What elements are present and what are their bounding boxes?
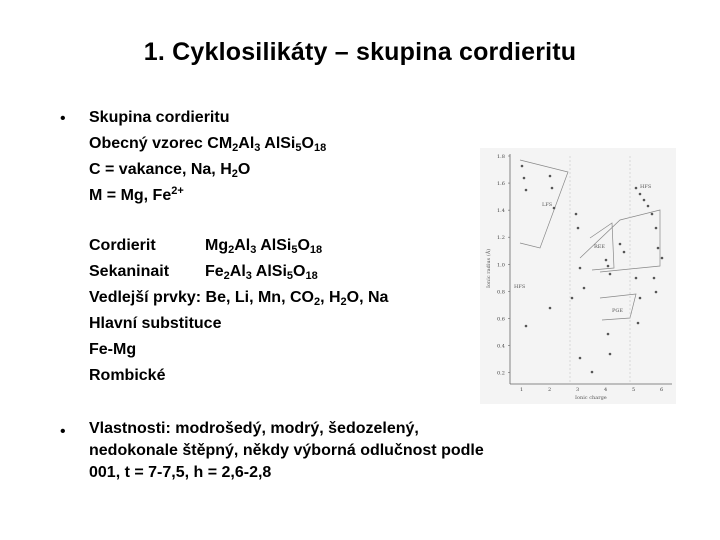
y-tick-label: 0.2 [497, 370, 505, 377]
x-tick-label: 5 [632, 387, 636, 393]
element-dot [619, 243, 622, 246]
mineral-cordierite: Cordierit $Mg_2Al_3$ $AlSi_5O_{18}$ [89, 237, 323, 256]
mineral-sekaninaite: Sekaninait $Fe_2Al_3$ $AlSi_5O_{18}$ [89, 263, 318, 282]
region-label-hfs-top: HFS [640, 184, 652, 190]
substitution-label: Hlavní substituce [89, 315, 222, 332]
x-tick-label: 4 [604, 387, 608, 393]
element-dot [643, 199, 646, 202]
element-dot [623, 251, 626, 254]
element-dot [655, 227, 658, 230]
element-dot [523, 177, 526, 180]
y-tick-label: 1.2 [497, 235, 505, 242]
element-dot [655, 291, 658, 294]
y-tick-label: 1.6 [497, 181, 505, 188]
element-dot [609, 273, 612, 276]
bullet-2: • [60, 423, 66, 440]
c-definition: C = vakance, Na, $H_2O$ [89, 161, 251, 180]
y-tick-label: 1.4 [497, 208, 505, 215]
element-dot [551, 187, 554, 190]
element-dot [639, 193, 642, 196]
element-dot [651, 213, 654, 216]
bullet-1: • [60, 110, 66, 127]
minerals-section [89, 233, 388, 389]
y-tick-label: 0.4 [497, 343, 505, 350]
trace-elements: Vedlejší prvky: Be, Li, Mn, $CO_2$, $H_2O$, Na [89, 289, 389, 308]
x-tick-label: 6 [660, 387, 664, 393]
element-dot [549, 307, 552, 310]
y-axis-label: Ionic radius (Å) [486, 248, 492, 288]
region-label-lfs: LFS [542, 202, 553, 208]
element-dot [521, 165, 524, 168]
element-dot [661, 257, 664, 260]
element-dot [579, 357, 582, 360]
element-dot [647, 205, 650, 208]
element-dot [525, 189, 528, 192]
element-dot [607, 333, 610, 336]
element-dot [635, 187, 638, 190]
region-label-ree: REE [594, 244, 606, 250]
element-dot [575, 213, 578, 216]
slide-title: 1. Cyklosilikáty – skupina cordieritu [143, 38, 577, 66]
x-tick-label: 2 [548, 387, 552, 393]
element-dot [637, 322, 640, 325]
y-tick-label: 1.8 [497, 154, 505, 160]
crystal-system: Rombické [89, 367, 166, 384]
element-dot [639, 297, 642, 300]
x-tick-label: 1 [520, 387, 524, 393]
general-formula: Obecný vzorec $CM_2Al_3$ $AlSi_5O_{18}$ [89, 135, 327, 154]
element-dot [607, 265, 610, 268]
substitution-value: Fe-Mg [89, 341, 137, 358]
element-dot [653, 277, 656, 280]
element-dot [591, 371, 594, 374]
x-axis-label: Ionic charge [575, 395, 607, 401]
element-dot [657, 247, 660, 250]
figure-svg [480, 148, 676, 404]
group-name: Skupina cordieritu [89, 109, 230, 126]
group-section [89, 105, 326, 209]
element-dot [605, 259, 608, 262]
y-tick-label: 0.6 [497, 316, 505, 323]
element-dot [635, 277, 638, 280]
element-dot [549, 175, 552, 178]
region-label-hfs-left: HFS [514, 284, 526, 290]
element-dot [577, 227, 580, 230]
element-dot [525, 325, 528, 328]
region-label-pge: PGE [612, 308, 624, 314]
element-dot [571, 297, 574, 300]
element-dot [609, 353, 612, 356]
y-tick-label: 1.0 [497, 262, 505, 269]
m-definition: M = Mg, $Fe^{2+}$ [89, 185, 184, 204]
x-tick-label: 3 [576, 387, 580, 393]
y-tick-label: 0.8 [497, 289, 505, 296]
properties-text: Vlastnosti: modrošedý, modrý, šedozelený, nedokonale štěpný, někdy výborná odlučnost podle 001, t = 7-7,5, h = 2,6-2,8 [89, 420, 484, 481]
element-dot [553, 207, 556, 210]
element-dot [583, 287, 586, 290]
element-dot [579, 267, 582, 270]
ionic-radius-charge-figure [480, 148, 676, 404]
